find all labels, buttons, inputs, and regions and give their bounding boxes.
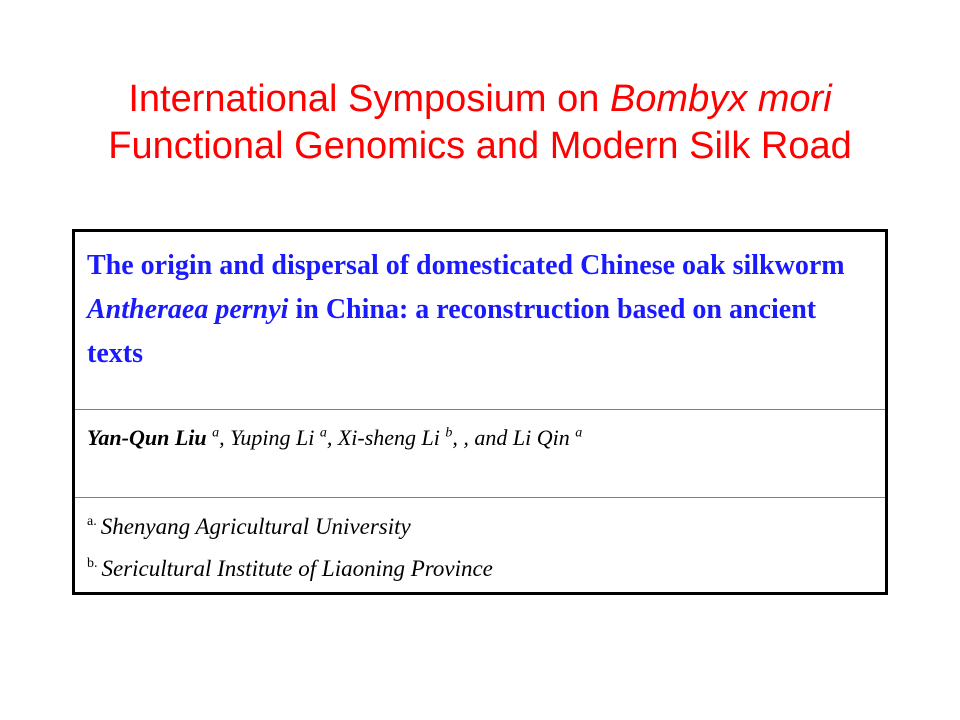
symposium-title-line-1: International Symposium on Bombyx mori [128, 78, 832, 120]
author-affil-mark: a [212, 425, 220, 441]
affiliation-name: Sericultural Institute of Liaoning Province [101, 556, 493, 581]
affiliation-item [87, 548, 873, 590]
paper-info-table [72, 229, 888, 595]
author-list [75, 410, 885, 498]
affiliation-mark: a. [87, 514, 97, 530]
author-separator: , , and [452, 425, 513, 450]
author-affil-mark: b [445, 425, 453, 441]
affiliation-list [75, 498, 885, 595]
author-separator: , [219, 425, 231, 450]
author-affil-mark: a [575, 425, 583, 441]
author-name: Yan-Qun Liu [87, 425, 207, 450]
author-name: Yuping Li [230, 425, 315, 450]
symposium-title [0, 76, 960, 170]
symposium-title-line-2: Functional Genomics and Modern Silk Road [108, 125, 852, 167]
author-affil-mark: a [319, 425, 327, 441]
affiliation-mark: b. [87, 556, 98, 572]
author-separator: , [326, 425, 338, 450]
author-name: Li Qin [512, 425, 570, 450]
species-name-italic: Bombyx mori [609, 78, 832, 120]
affiliation-name: Shenyang Agricultural University [100, 514, 411, 539]
paper-title: The origin and dispersal of domesticated Chinese oak silkworm Antheraea pernyi in China: a reconstruction based on ancient texts [75, 232, 885, 410]
affiliation-item [87, 506, 873, 548]
paper-species-italic: Antheraea pernyi [87, 294, 289, 325]
author-name: Xi-sheng Li [337, 425, 440, 450]
